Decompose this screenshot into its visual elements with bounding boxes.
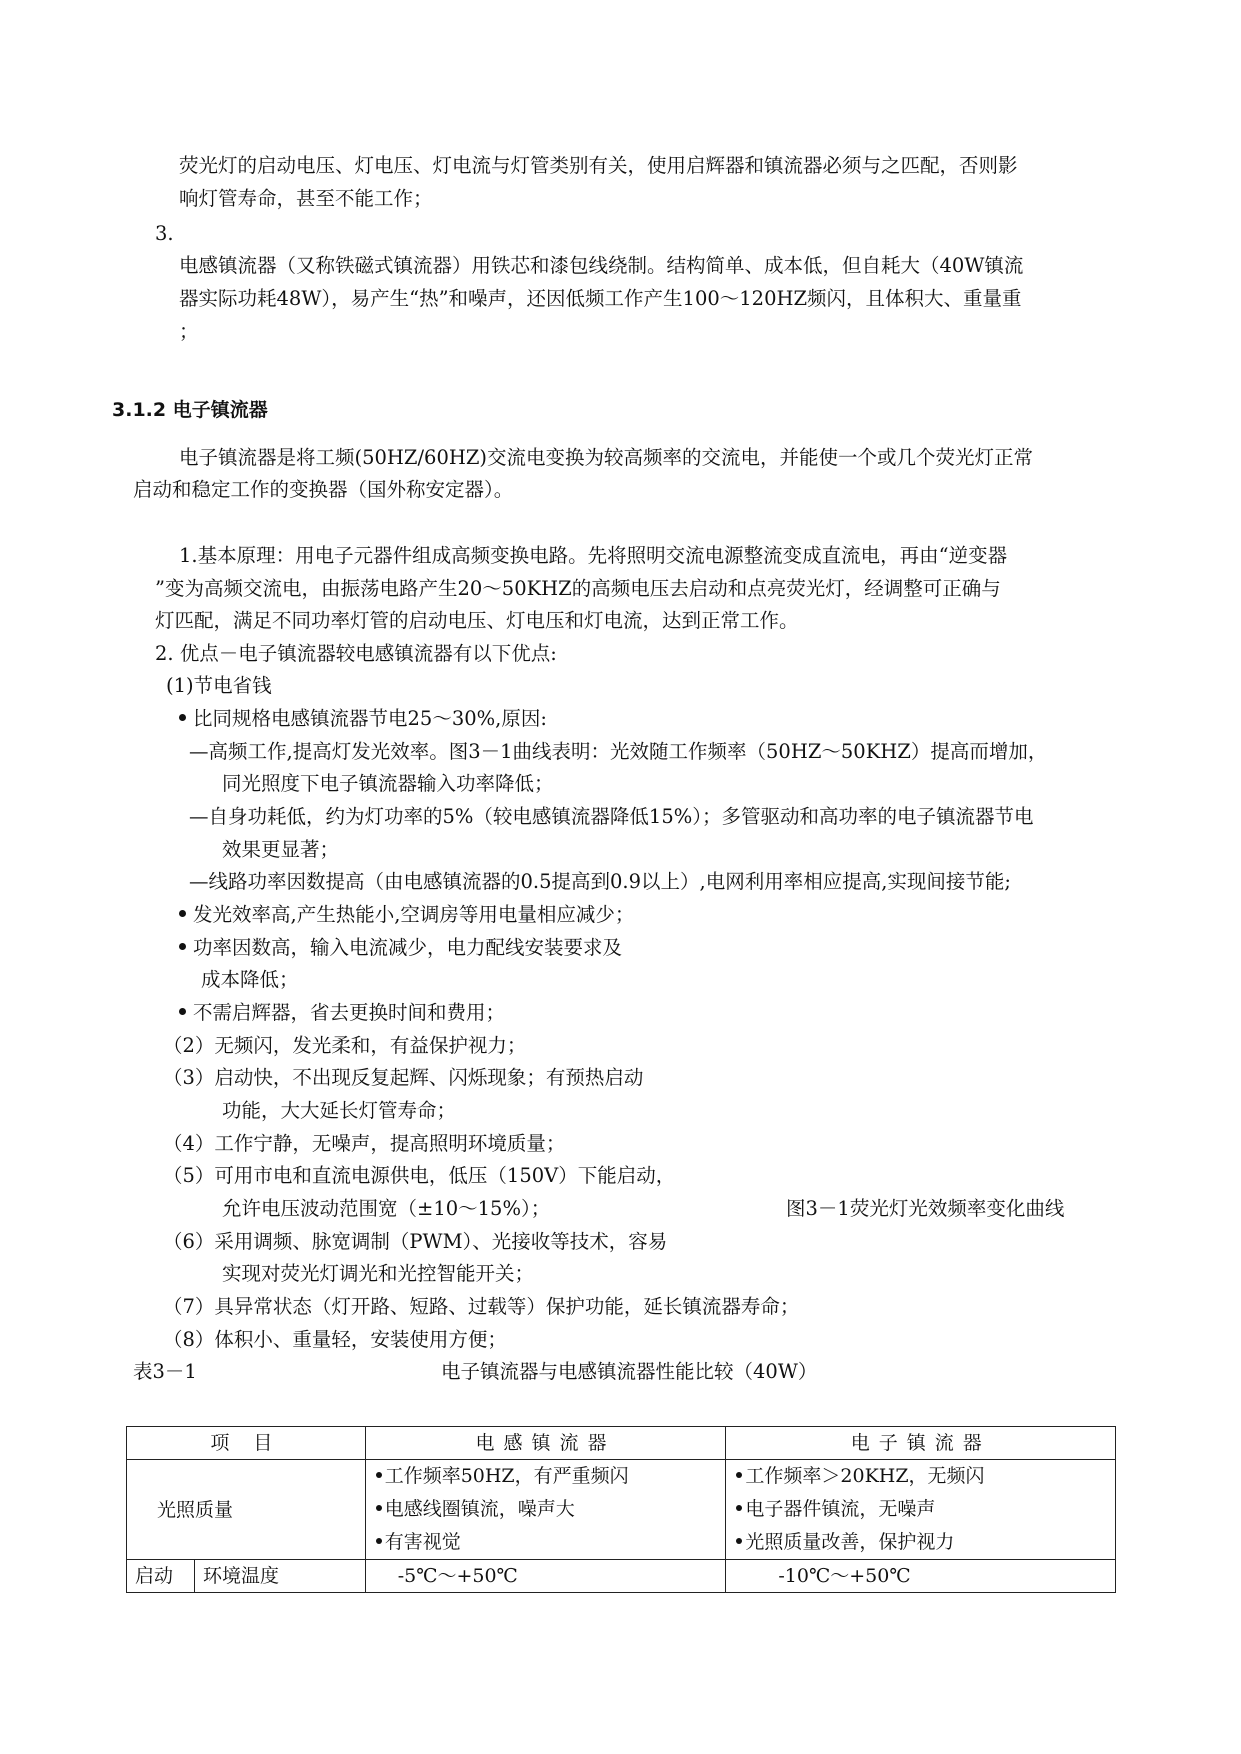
cell-line [736, 1493, 1105, 1526]
sub-item: （6）采用调频、脉宽调制（PWM）、光接收等技术，容易 [163, 1230, 668, 1253]
sub-item-continued: 功能，大大延长灯管寿命； [222, 1099, 457, 1122]
bullet-icon [179, 910, 186, 917]
bullet-text: 功率因数高，输入电流减少，电力配线安装要求及 [193, 936, 623, 959]
intro-line: 响灯管寿命，甚至不能工作； [179, 187, 433, 210]
cell-line [376, 1460, 716, 1493]
cell-text: 光照质量改善，保护视力 [745, 1531, 955, 1553]
bullet-text: 不需启辉器，省去更换时间和费用； [193, 1001, 506, 1024]
dash-item: —高频工作,提高灯发光效率。图3－1曲线表明：光效随工作频率（50HZ～50KHZ）提高而增加， [189, 740, 1048, 763]
bullet-item [179, 903, 634, 927]
bullet-text: 发光效率高,产生热能小,空调房等用电量相应减少； [193, 903, 635, 926]
sub-item-continued: 允许电压波动范围宽（±10～15%）； [222, 1197, 551, 1220]
cell-line [736, 1526, 1105, 1559]
inductive-cell: -5℃～+50℃ [365, 1560, 726, 1593]
bullet-icon [179, 714, 186, 721]
paragraph-line: 电感镇流器（又称铁磁式镇流器）用铁芯和漆包线绕制。结构简单、成本低，但自耗大（40W镇流 [179, 254, 1024, 277]
bullet-item [179, 707, 547, 731]
cell-line [376, 1493, 716, 1526]
row-sub-label: 环境温度 [194, 1560, 365, 1593]
sub-item: （4）工作宁静，无噪声，提高照明环境质量； [163, 1132, 566, 1155]
cell-text: 工作频率50HZ，有严重频闪 [384, 1465, 629, 1487]
sub-item: （7）具异常状态（灯开路、短路、过载等）保护功能，延长镇流器寿命； [163, 1295, 800, 1318]
comparison-table [126, 1426, 1116, 1593]
table-caption: 电子镇流器与电感镇流器性能比较（40W） [441, 1360, 818, 1383]
sub-item: （3）启动快，不出现反复起辉、闪烁现象；有预热启动 [163, 1066, 644, 1089]
list-item: 2. 优点－电子镇流器较电感镇流器有以下优点: [155, 642, 557, 665]
bullet-item-continued: 成本降低； [201, 968, 299, 991]
figure-caption: 图3－1荧光灯光效频率变化曲线 [786, 1197, 1065, 1220]
cell-text: 有害视觉 [384, 1531, 461, 1553]
header-inductive: 电感镇流器 [365, 1427, 726, 1460]
row-group-label: 光照质量 [127, 1460, 366, 1560]
electronic-cell [726, 1460, 1116, 1560]
cell-line [736, 1460, 1105, 1493]
dash-item-continued: 效果更显著； [222, 838, 340, 861]
header-item: 项 目 [127, 1427, 366, 1460]
dash-item: —自身功耗低，约为灯功率的5%（较电感镇流器降低15%）；多管驱动和高功率的电子镇流器节电 [189, 805, 1034, 828]
cell-line [376, 1526, 716, 1559]
paragraph-line: ； [179, 320, 199, 343]
sub-item: (1)节电省钱 [166, 674, 272, 697]
list-number: 3. [155, 222, 174, 245]
bullet-icon [179, 1008, 186, 1015]
bullet-text: 比同规格电感镇流器节电25～30%,原因: [193, 707, 547, 730]
bullet-icon [736, 1538, 742, 1544]
bullet-icon [376, 1472, 382, 1478]
bullet-icon [376, 1538, 382, 1544]
paragraph-line: 电子镇流器是将工频(50HZ/60HZ)交流电变换为较高频率的交流电，并能使一个或几个荧光灯正常 [179, 446, 1034, 469]
paragraph-line: 启动和稳定工作的变换器（国外称安定器）。 [133, 478, 514, 501]
cell-text: 电感线圈镇流，噪声大 [384, 1498, 575, 1520]
sub-item-continued: 实现对荧光灯调光和光控智能开关； [222, 1262, 535, 1285]
table-row [127, 1460, 1116, 1560]
dash-item-continued: 同光照度下电子镇流器输入功率降低； [222, 772, 554, 795]
bullet-icon [736, 1472, 742, 1478]
cell-text: 工作频率＞20KHZ，无频闪 [745, 1465, 985, 1487]
inductive-cell [365, 1460, 726, 1560]
paragraph-line: 灯匹配，满足不同功率灯管的启动电压、灯电压和灯电流，达到正常工作。 [155, 609, 799, 632]
section-heading: 3.1.2 电子镇流器 [112, 399, 268, 421]
sub-item: （8）体积小、重量轻，安装使用方便； [163, 1328, 507, 1351]
bullet-item [179, 936, 622, 960]
bullet-icon [179, 943, 186, 950]
bullet-item [179, 1001, 505, 1025]
row-group-label: 启动 [127, 1560, 195, 1593]
table-row [127, 1560, 1116, 1593]
intro-line: 荧光灯的启动电压、灯电压、灯电流与灯管类别有关，使用启辉器和镇流器必须与之匹配，否则影 [179, 154, 1018, 177]
cell-text: 电子器件镇流，无噪声 [745, 1498, 936, 1520]
electronic-cell: -10℃～+50℃ [726, 1560, 1116, 1593]
paragraph-line: 1.基本原理：用电子元器件组成高频变换电路。先将照明交流电源整流变成直流电，再由“逆变器 [179, 544, 1008, 567]
sub-item: （5）可用市电和直流电源供电，低压（150V）下能启动， [163, 1164, 676, 1187]
bullet-icon [736, 1505, 742, 1511]
paragraph-line: 器实际功耗48W），易产生“热”和噪声，还因低频工作产生100～120HZ频闪，且体积大、重量重 [179, 287, 1022, 310]
table-label: 表3－1 [133, 1360, 197, 1383]
sub-item: （2）无频闪，发光柔和，有益保护视力； [163, 1034, 527, 1057]
table-header-row [127, 1427, 1116, 1460]
paragraph-line: ”变为高频交流电，由振荡电路产生20～50KHZ的高频电压去启动和点亮荧光灯，经调整可正确与 [155, 577, 1001, 600]
dash-item: —线路功率因数提高（由电感镇流器的0.5提高到0.9以上）,电网利用率相应提高,实现间接节能; [189, 870, 1011, 893]
header-electronic: 电子镇流器 [726, 1427, 1116, 1460]
bullet-icon [376, 1505, 382, 1511]
